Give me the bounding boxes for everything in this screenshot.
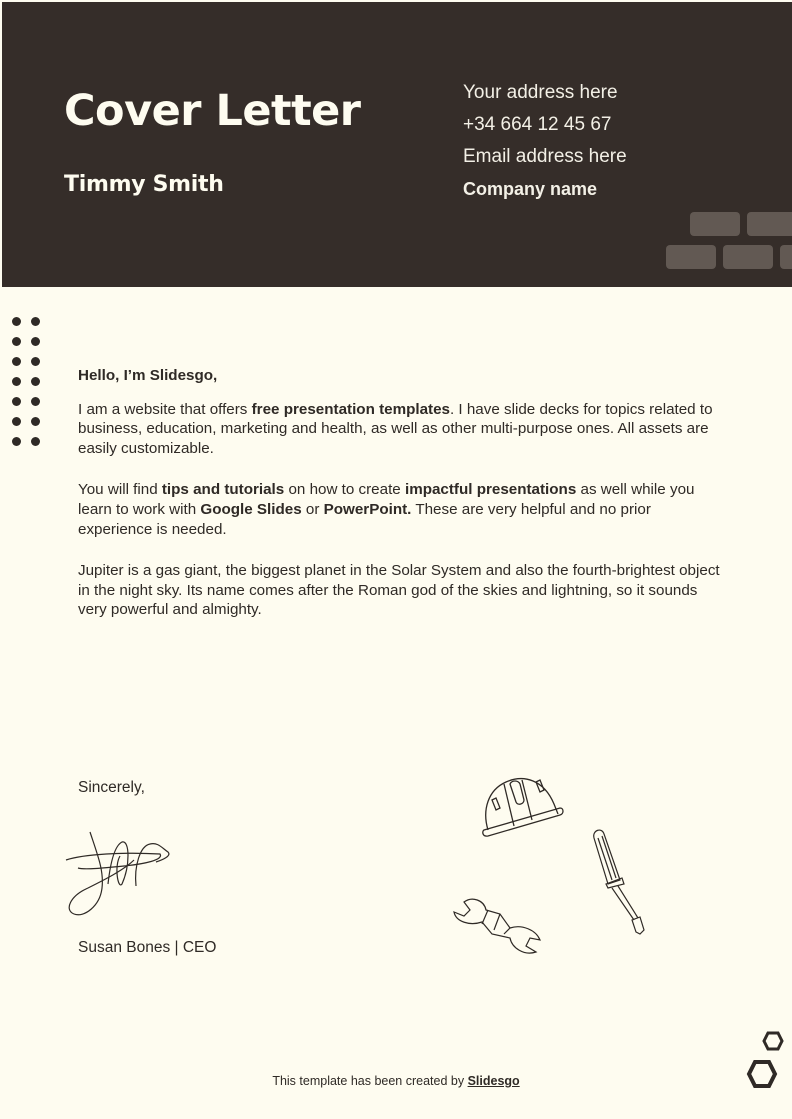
contact-block: [463, 81, 627, 209]
signature-image: [64, 826, 174, 921]
brick-decoration: [666, 245, 716, 269]
greeting: Hello, I’m Slidesgo,: [78, 367, 218, 384]
email-text: Email address here: [463, 146, 627, 167]
closing: Sincerely,: [78, 779, 145, 796]
paragraph-2: You will find tips and tutorials on how to create impactful presentations as well while you learn to work with Google Slides or PowerPoint. These are very helpful and no prior experience is needed.: [78, 481, 695, 538]
brick-decoration: [780, 245, 792, 269]
signer-name: Susan Bones | CEO: [78, 939, 217, 956]
header-banner: [2, 2, 792, 287]
paragraph-3: Jupiter is a gas giant, the biggest planet in the Solar System and also the fourth-brightest object in the night sky. Its name comes after the Roman god of the skies and lightning, so it sounds very powerful and almighty.: [78, 562, 720, 619]
large-hexagon-icon: [746, 1059, 778, 1089]
screwdriver-icon: [588, 828, 648, 938]
brick-decoration: [747, 212, 792, 236]
page-title: Cover Letter: [64, 86, 361, 136]
phone-text: +34 664 12 45 67: [463, 114, 612, 135]
company-name: Company name: [463, 179, 598, 199]
hard-hat-icon: [480, 770, 565, 840]
letter-body: [78, 366, 728, 642]
brick-decoration: [690, 212, 740, 236]
applicant-name: Timmy Smith: [64, 172, 224, 197]
wrench-icon: [452, 892, 547, 957]
footer-credit: This template has been created by Slidesgo: [272, 1074, 520, 1088]
paragraph-1: I am a website that offers free presentation templates. I have slide decks for topics related to business, education, marketing and health, as well as other multi-purpose ones. All assets are easily customizable.: [78, 400, 713, 457]
small-hexagon-icon: [762, 1031, 784, 1051]
address-text: Your address here: [463, 82, 618, 103]
brick-decoration: [723, 245, 773, 269]
slidesgo-link[interactable]: Slidesgo: [467, 1074, 520, 1088]
